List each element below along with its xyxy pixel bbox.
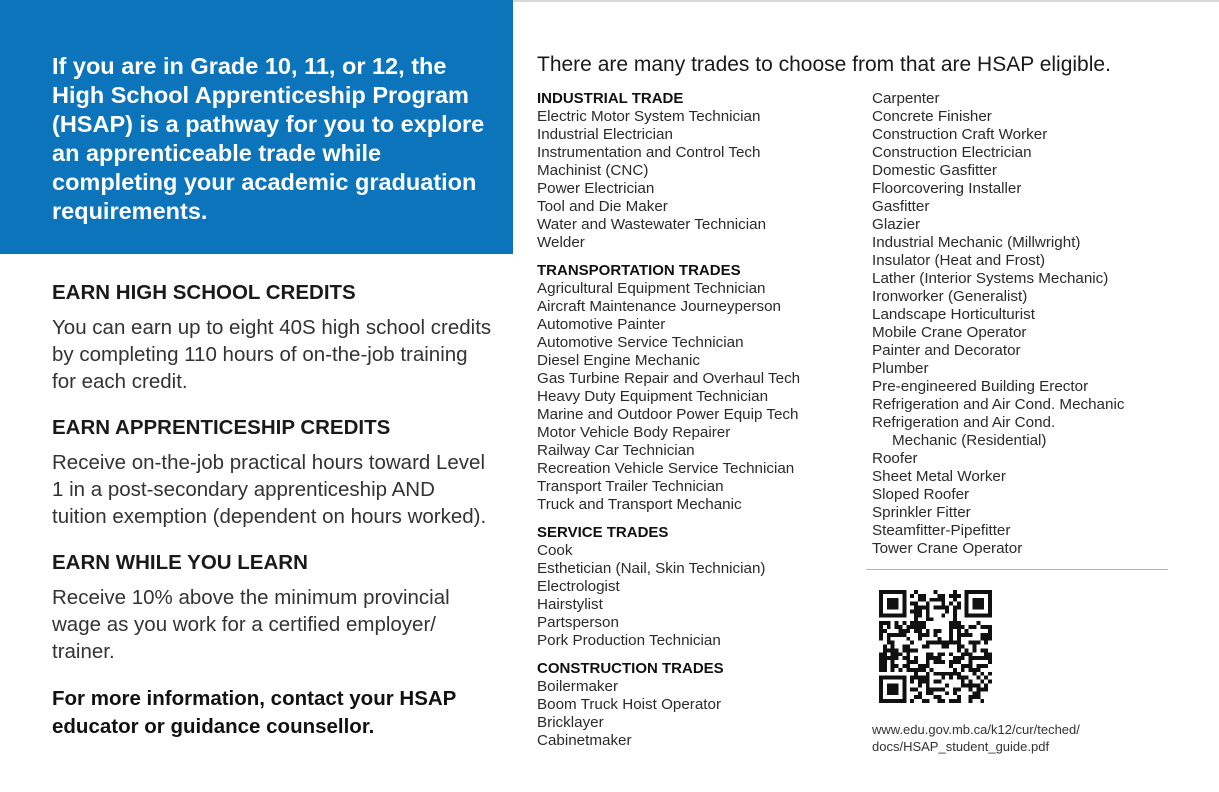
benefit-heading: EARN WHILE YOU LEARN: [52, 551, 308, 574]
trade-item: Landscape Horticulturist: [872, 306, 1035, 323]
category-heading-industrial: INDUSTRIAL TRADE: [537, 90, 684, 107]
trade-item: Automotive Painter: [537, 316, 666, 333]
trade-item: Water and Wastewater Technician: [537, 216, 767, 233]
trade-item: Plumber: [872, 360, 929, 377]
trade-item: Transport Trailer Technician: [537, 478, 724, 495]
benefit-heading: EARN HIGH SCHOOL CREDITS: [52, 281, 356, 304]
benefit-heading: EARN APPRENTICESHIP CREDITS: [52, 416, 391, 439]
trade-item: Roofer: [872, 450, 918, 467]
trade-item: Partsperson: [537, 614, 619, 631]
contact-note: For more information, contact your HSAP educator or guidance counsellor.: [52, 687, 456, 738]
trade-item: Electrologist: [537, 578, 620, 595]
trade-item: Marine and Outdoor Power Equip Tech: [537, 406, 799, 423]
trade-item: Hairstylist: [537, 596, 603, 613]
benefit-body: Receive 10% above the minimum provincial wage as you work for a certified employer/ trainer.: [52, 586, 450, 663]
trade-item: Tool and Die Maker: [537, 198, 668, 215]
category-heading-construction: CONSTRUCTION TRADES: [537, 660, 724, 677]
trade-item: Carpenter: [872, 90, 940, 107]
trade-item: Instrumentation and Control Tech: [537, 144, 761, 161]
trade-item: Gasfitter: [872, 198, 930, 215]
trade-item: Cook: [537, 542, 573, 559]
trade-item: Insulator (Heat and Frost): [872, 252, 1046, 269]
trade-item: Gas Turbine Repair and Overhaul Tech: [537, 370, 801, 387]
category-heading-transportation: TRANSPORTATION TRADES: [537, 262, 741, 279]
trade-item: Refrigeration and Air Cond. Mechanic: [872, 396, 1125, 413]
banner-text: If you are in Grade 10, 11, or 12, the High School Apprenticeship Program (HSAP) is a pathway for you to explore an apprenticeable trade while completing your academic graduation requirements.: [52, 53, 485, 224]
trade-list-construction: [537, 678, 857, 750]
benefit-body: You can earn up to eight 40S high school credits by completing 110 hours of on-the-job training for each credit.: [52, 316, 492, 393]
trade-item: Motor Vehicle Body Repairer: [537, 424, 731, 441]
trade-item: Agricultural Equipment Technician: [537, 280, 766, 297]
trade-item: Painter and Decorator: [872, 342, 1021, 359]
trade-item: Welder: [537, 234, 585, 251]
trade-item: Truck and Transport Mechanic: [537, 496, 742, 513]
benefit-section-credits: [52, 280, 492, 395]
trade-item: Diesel Engine Mechanic: [537, 352, 700, 369]
category-heading-service: SERVICE TRADES: [537, 524, 669, 541]
trade-item: Glazier: [872, 216, 921, 233]
trade-item: Tower Crane Operator: [872, 540, 1023, 557]
trade-item: Cabinetmaker: [537, 732, 632, 749]
trade-item: Sprinkler Fitter: [872, 504, 971, 521]
trade-item: Floorcovering Installer: [872, 180, 1022, 197]
trade-item: Pork Production Technician: [537, 632, 721, 649]
trade-item: Mobile Crane Operator: [872, 324, 1027, 341]
trade-item: Lather (Interior Systems Mechanic): [872, 270, 1109, 287]
benefit-body: Receive on-the-job practical hours toward Level 1 in a post-secondary apprenticeship AND tuition exemption (dependent on hours worked).: [52, 451, 487, 528]
trade-item: Electric Motor System Technician: [537, 108, 761, 125]
trade-item: Construction Electrician: [872, 144, 1032, 161]
trade-item: Heavy Duty Equipment Technician: [537, 388, 769, 405]
guide-url[interactable]: [872, 721, 1080, 755]
trade-list-industrial: [537, 108, 857, 252]
trade-list-service: [537, 542, 857, 650]
trades-column-2: [872, 90, 1172, 558]
trade-item: Bricklayer: [537, 714, 604, 731]
benefit-section-earn: [52, 550, 492, 665]
trade-list-construction-continued: [872, 90, 1172, 558]
trade-item: Recreation Vehicle Service Technician: [537, 460, 795, 477]
trade-item: Power Electrician: [537, 180, 655, 197]
trade-item: Domestic Gasfitter: [872, 162, 997, 179]
trade-item: Aircraft Maintenance Journeyperson: [537, 298, 781, 315]
trade-item: Concrete Finisher: [872, 108, 992, 125]
trade-item: Railway Car Technician: [537, 442, 695, 459]
trade-item: Boilermaker: [537, 678, 619, 695]
trade-item: Steamfitter-Pipefitter: [872, 522, 1011, 539]
trade-item: Esthetician (Nail, Skin Technician): [537, 560, 766, 577]
qr-divider: [866, 569, 1168, 570]
intro-banner: [0, 0, 513, 254]
trades-intro: There are many trades to choose from that are HSAP eligible.: [537, 53, 1111, 76]
trades-column-1: [537, 90, 857, 750]
trade-item: Machinist (CNC): [537, 162, 649, 179]
trade-item: Boom Truck Hoist Operator: [537, 696, 721, 713]
top-divider: [513, 0, 1219, 2]
trade-item: Ironworker (Generalist): [872, 288, 1028, 305]
guide-url-line-1: www.edu.gov.mb.ca/k12/cur/teched/: [872, 722, 1080, 737]
benefit-section-apprenticeship: [52, 415, 492, 530]
trade-item: Industrial Electrician: [537, 126, 673, 143]
trade-item: Sheet Metal Worker: [872, 468, 1006, 485]
trade-item: Industrial Mechanic (Millwright): [872, 234, 1081, 251]
trade-item: Construction Craft Worker: [872, 126, 1048, 143]
qr-code-icon[interactable]: [879, 590, 992, 703]
trade-item: Mechanic (Residential): [892, 432, 1047, 449]
trade-item: Sloped Roofer: [872, 486, 970, 503]
trade-list-transportation: [537, 280, 857, 514]
trade-item: Automotive Service Technician: [537, 334, 744, 351]
guide-url-line-2: docs/HSAP_student_guide.pdf: [872, 739, 1050, 754]
trade-item: Pre-engineered Building Erector: [872, 378, 1089, 395]
benefits-column: [52, 280, 492, 741]
trade-item: Refrigeration and Air Cond.: [872, 414, 1056, 431]
